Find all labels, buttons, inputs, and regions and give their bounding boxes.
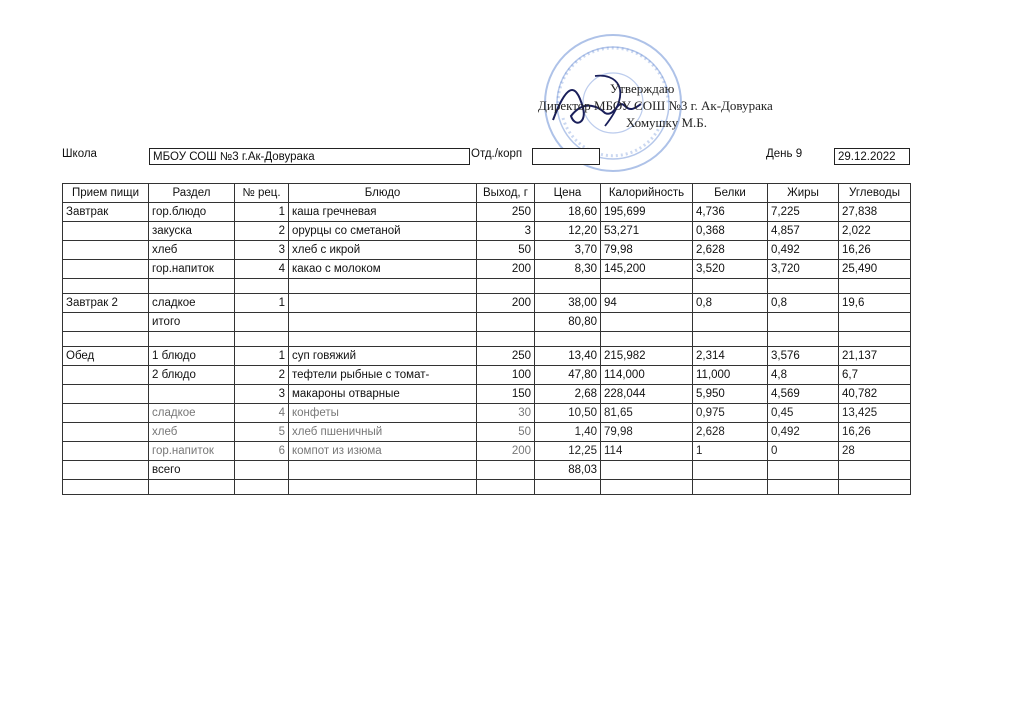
meal-cell (63, 222, 149, 241)
carbs-cell: 16,26 (839, 241, 911, 260)
meal-cell: Завтрак (63, 203, 149, 222)
protein-cell (693, 313, 768, 332)
carbs-cell: 6,7 (839, 366, 911, 385)
table-row (63, 313, 911, 332)
yield-cell: 250 (477, 347, 535, 366)
carbs-cell: 28 (839, 442, 911, 461)
column-header: Блюдо (289, 184, 477, 203)
carbs-cell: 13,425 (839, 404, 911, 423)
yield-cell: 200 (477, 442, 535, 461)
price-cell: 88,03 (535, 461, 601, 480)
dish-cell: конфеты (289, 404, 477, 423)
price-cell: 12,20 (535, 222, 601, 241)
table-row (63, 366, 911, 385)
recipe-cell: 2 (235, 366, 289, 385)
fat-cell: 7,225 (768, 203, 839, 222)
yield-cell (477, 461, 535, 480)
recipe-cell: 6 (235, 442, 289, 461)
price-cell: 38,00 (535, 294, 601, 313)
menu-table (62, 183, 911, 495)
column-header: Жиры (768, 184, 839, 203)
table-row (63, 294, 911, 313)
table-spacer-row (63, 480, 911, 495)
section-cell: сладкое (149, 294, 235, 313)
recipe-cell: 1 (235, 203, 289, 222)
date-field[interactable]: 29.12.2022 (834, 148, 910, 165)
empty-cell (235, 332, 289, 347)
dept-label: Отд./корп (471, 148, 523, 160)
empty-cell (63, 480, 149, 495)
column-header: № рец. (235, 184, 289, 203)
recipe-cell: 3 (235, 385, 289, 404)
section-cell: итого (149, 313, 235, 332)
empty-cell (535, 279, 601, 294)
column-header: Белки (693, 184, 768, 203)
empty-cell (839, 332, 911, 347)
dish-cell: компот из изюма (289, 442, 477, 461)
price-cell: 13,40 (535, 347, 601, 366)
school-label: Школа (62, 148, 97, 160)
approval-position: Директор МБОУ СОШ №3 г. Ак-Довурака (538, 98, 773, 113)
approval-name: Хомушку М.Б. (626, 115, 707, 130)
table-row (63, 241, 911, 260)
table-row (63, 347, 911, 366)
fat-cell: 3,720 (768, 260, 839, 279)
yield-cell: 250 (477, 203, 535, 222)
empty-cell (63, 332, 149, 347)
table-row (63, 423, 911, 442)
empty-cell (235, 279, 289, 294)
fat-cell: 0,45 (768, 404, 839, 423)
yield-cell: 100 (477, 366, 535, 385)
table-row (63, 203, 911, 222)
section-cell: всего (149, 461, 235, 480)
calories-cell: 79,98 (601, 241, 693, 260)
fat-cell: 0,492 (768, 423, 839, 442)
column-header: Калорийность (601, 184, 693, 203)
table-spacer-row (63, 279, 911, 294)
price-cell: 8,30 (535, 260, 601, 279)
empty-cell (535, 480, 601, 495)
calories-cell (601, 461, 693, 480)
fat-cell: 4,8 (768, 366, 839, 385)
table-spacer-row (63, 332, 911, 347)
recipe-cell (235, 313, 289, 332)
protein-cell: 0,975 (693, 404, 768, 423)
meal-cell (63, 442, 149, 461)
price-cell: 18,60 (535, 203, 601, 222)
dept-field[interactable] (532, 148, 600, 165)
yield-cell: 150 (477, 385, 535, 404)
recipe-cell: 5 (235, 423, 289, 442)
protein-cell: 4,736 (693, 203, 768, 222)
column-header: Прием пищи (63, 184, 149, 203)
carbs-cell: 40,782 (839, 385, 911, 404)
day-label: День 9 (766, 148, 803, 160)
yield-cell: 50 (477, 423, 535, 442)
dish-cell: макароны отварные (289, 385, 477, 404)
calories-cell: 114,000 (601, 366, 693, 385)
meal-cell (63, 241, 149, 260)
meal-cell (63, 366, 149, 385)
calories-cell (601, 313, 693, 332)
empty-cell (768, 279, 839, 294)
calories-cell: 114 (601, 442, 693, 461)
section-cell: закуска (149, 222, 235, 241)
calories-cell: 215,982 (601, 347, 693, 366)
dish-cell: какао с молоком (289, 260, 477, 279)
fat-cell: 4,857 (768, 222, 839, 241)
recipe-cell: 3 (235, 241, 289, 260)
empty-cell (289, 480, 477, 495)
protein-cell: 2,628 (693, 241, 768, 260)
fat-cell: 0 (768, 442, 839, 461)
recipe-cell: 1 (235, 347, 289, 366)
price-cell: 2,68 (535, 385, 601, 404)
empty-cell (63, 279, 149, 294)
meal-cell: Обед (63, 347, 149, 366)
empty-cell (149, 332, 235, 347)
table-row (63, 222, 911, 241)
section-cell: гор.напиток (149, 442, 235, 461)
fat-cell: 0,492 (768, 241, 839, 260)
meal-cell (63, 260, 149, 279)
recipe-cell (235, 461, 289, 480)
carbs-cell (839, 313, 911, 332)
section-cell: гор.напиток (149, 260, 235, 279)
section-cell (149, 385, 235, 404)
empty-cell (601, 279, 693, 294)
empty-cell (477, 480, 535, 495)
dish-cell (289, 461, 477, 480)
calories-cell: 145,200 (601, 260, 693, 279)
empty-cell (693, 332, 768, 347)
calories-cell: 195,699 (601, 203, 693, 222)
empty-cell (601, 480, 693, 495)
meal-cell (63, 423, 149, 442)
yield-cell: 30 (477, 404, 535, 423)
protein-cell: 0,368 (693, 222, 768, 241)
empty-cell (839, 480, 911, 495)
dish-cell (289, 313, 477, 332)
table-row (63, 385, 911, 404)
carbs-cell: 16,26 (839, 423, 911, 442)
table-row (63, 404, 911, 423)
price-cell: 47,80 (535, 366, 601, 385)
empty-cell (768, 332, 839, 347)
fat-cell (768, 313, 839, 332)
protein-cell: 2,314 (693, 347, 768, 366)
section-cell: 2 блюдо (149, 366, 235, 385)
price-cell: 10,50 (535, 404, 601, 423)
dish-cell: орурцы со сметаной (289, 222, 477, 241)
meal-cell (63, 461, 149, 480)
yield-cell: 200 (477, 294, 535, 313)
price-cell: 12,25 (535, 442, 601, 461)
dish-cell: суп говяжий (289, 347, 477, 366)
yield-cell: 200 (477, 260, 535, 279)
recipe-cell: 1 (235, 294, 289, 313)
empty-cell (693, 480, 768, 495)
fat-cell: 3,576 (768, 347, 839, 366)
carbs-cell: 19,6 (839, 294, 911, 313)
dish-cell: тефтели рыбные с томат- (289, 366, 477, 385)
dish-cell: хлеб с икрой (289, 241, 477, 260)
meal-cell (63, 313, 149, 332)
price-cell: 1,40 (535, 423, 601, 442)
fat-cell (768, 461, 839, 480)
table-row (63, 442, 911, 461)
meal-cell (63, 404, 149, 423)
dish-cell: каша гречневая (289, 203, 477, 222)
calories-cell: 228,044 (601, 385, 693, 404)
empty-cell (535, 332, 601, 347)
protein-cell: 5,950 (693, 385, 768, 404)
empty-cell (289, 332, 477, 347)
carbs-cell: 21,137 (839, 347, 911, 366)
calories-cell: 53,271 (601, 222, 693, 241)
fat-cell: 0,8 (768, 294, 839, 313)
section-cell: хлеб (149, 423, 235, 442)
school-field[interactable]: МБОУ СОШ №3 г.Ак-Довурака (149, 148, 470, 165)
empty-cell (149, 480, 235, 495)
carbs-cell: 25,490 (839, 260, 911, 279)
column-header: Раздел (149, 184, 235, 203)
meal-cell: Завтрак 2 (63, 294, 149, 313)
protein-cell: 2,628 (693, 423, 768, 442)
table-row (63, 461, 911, 480)
table-row (63, 260, 911, 279)
recipe-cell: 2 (235, 222, 289, 241)
section-cell: хлеб (149, 241, 235, 260)
empty-cell (601, 332, 693, 347)
column-header: Выход, г (477, 184, 535, 203)
calories-cell: 94 (601, 294, 693, 313)
section-cell: сладкое (149, 404, 235, 423)
carbs-cell: 27,838 (839, 203, 911, 222)
empty-cell (477, 279, 535, 294)
protein-cell: 3,520 (693, 260, 768, 279)
meal-cell (63, 385, 149, 404)
calories-cell: 81,65 (601, 404, 693, 423)
section-cell: гор.блюдо (149, 203, 235, 222)
protein-cell: 1 (693, 442, 768, 461)
approval-block (530, 80, 790, 131)
protein-cell: 0,8 (693, 294, 768, 313)
carbs-cell (839, 461, 911, 480)
empty-cell (768, 480, 839, 495)
recipe-cell: 4 (235, 260, 289, 279)
carbs-cell: 2,022 (839, 222, 911, 241)
dish-cell: хлеб пшеничный (289, 423, 477, 442)
column-header: Углеводы (839, 184, 911, 203)
recipe-cell: 4 (235, 404, 289, 423)
calories-cell: 79,98 (601, 423, 693, 442)
yield-cell (477, 313, 535, 332)
fat-cell: 4,569 (768, 385, 839, 404)
yield-cell: 3 (477, 222, 535, 241)
empty-cell (149, 279, 235, 294)
empty-cell (477, 332, 535, 347)
yield-cell: 50 (477, 241, 535, 260)
protein-cell: 11,000 (693, 366, 768, 385)
dish-cell (289, 294, 477, 313)
approval-title: Утверждаю (610, 81, 675, 96)
section-cell: 1 блюдо (149, 347, 235, 366)
empty-cell (839, 279, 911, 294)
table-header-row (63, 184, 911, 203)
price-cell: 3,70 (535, 241, 601, 260)
empty-cell (693, 279, 768, 294)
empty-cell (235, 480, 289, 495)
price-cell: 80,80 (535, 313, 601, 332)
empty-cell (289, 279, 477, 294)
column-header: Цена (535, 184, 601, 203)
protein-cell (693, 461, 768, 480)
